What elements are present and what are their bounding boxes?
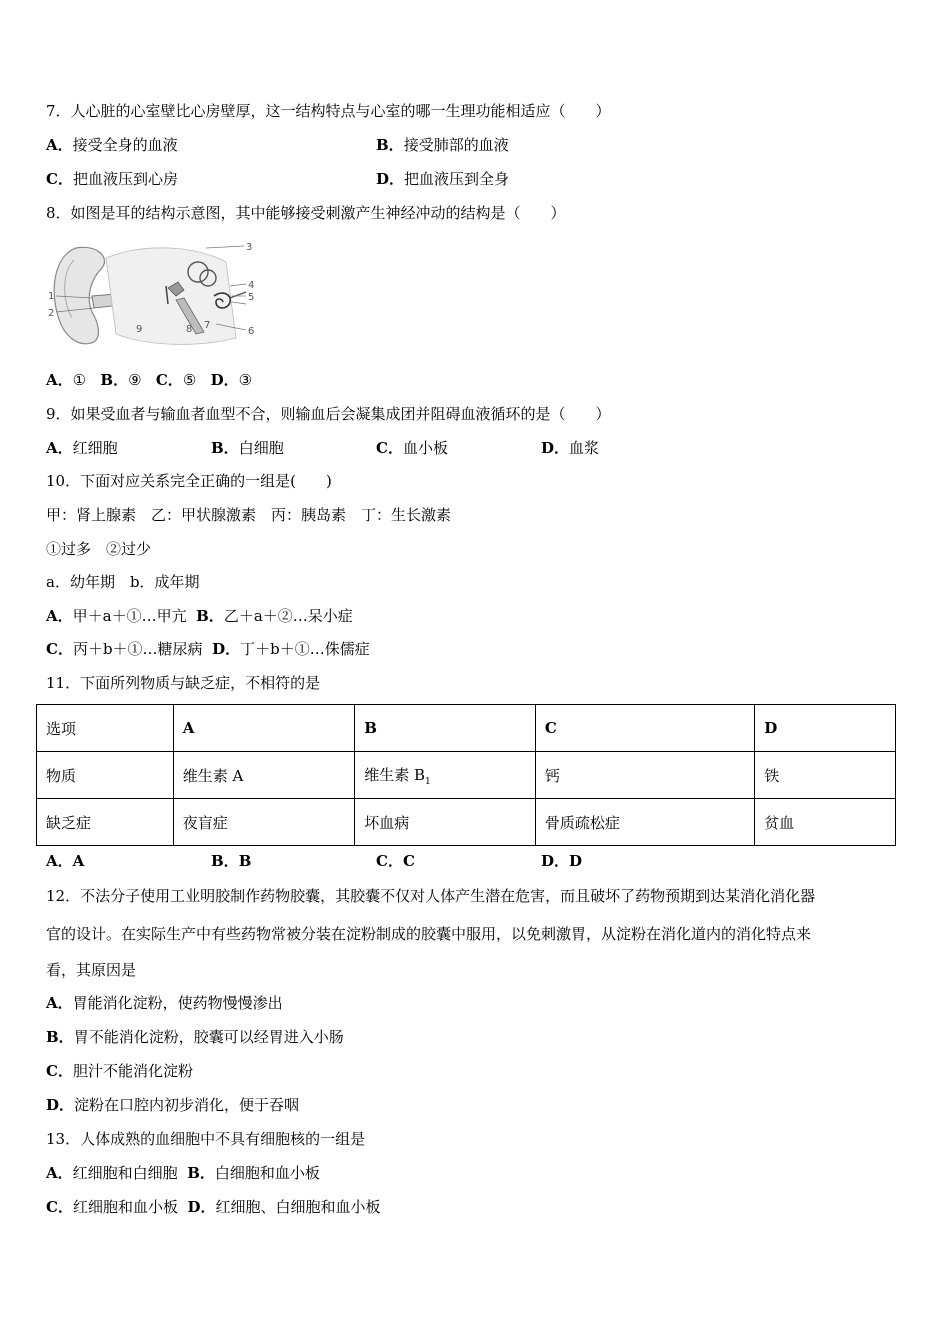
q12-option-b: B．胃不能消化淀粉，胶囊可以经胃进入小肠	[46, 1028, 344, 1046]
q11-table	[36, 704, 896, 846]
figure-label-7: 7	[204, 320, 211, 331]
q9-option-b: B．白细胞	[211, 439, 284, 457]
table-cell: 夜盲症	[173, 799, 355, 846]
q12-option-c: C．胆汁不能消化淀粉	[46, 1062, 193, 1080]
figure-label-8: 8	[186, 324, 193, 335]
figure-label-4: 4	[248, 280, 255, 291]
table-cell: 钙	[535, 752, 754, 799]
table-row	[37, 799, 896, 846]
table-cell: 骨质疏松症	[535, 799, 754, 846]
q9-option-a: A．红细胞	[46, 439, 118, 457]
q11-stem: 11．下面所列物质与缺乏症，不相符的是	[46, 674, 321, 692]
table-cell: A	[173, 705, 355, 752]
table-cell: 选项	[37, 705, 174, 752]
q12-option-d: D．淀粉在口腔内初步消化，便于吞咽	[46, 1096, 300, 1114]
q13-options-cd: C．红细胞和血小板 D．红细胞、白细胞和血小板	[46, 1198, 381, 1216]
table-cell: 铁	[755, 752, 896, 799]
figure-label-2: 2	[48, 308, 55, 319]
figure-label-6: 6	[248, 326, 255, 337]
q10-options-ab: A．甲＋a＋①…甲亢 B．乙＋a＋②…呆小症	[46, 607, 353, 625]
q11-option-b: B．B	[211, 852, 252, 870]
figure-label-3: 3	[246, 242, 253, 253]
figure-label-9: 9	[136, 324, 143, 335]
q9-option-c: C．血小板	[376, 439, 448, 457]
table-cell: 贫血	[755, 799, 896, 846]
q10-stem: 10．下面对应关系完全正确的一组是( )	[46, 472, 332, 490]
q8-options: A．① B．⑨ C．⑤ D．③	[46, 371, 253, 389]
q7-option-a: A．接受全身的血液	[46, 136, 178, 154]
q10-options-cd: C．丙＋b＋①…糖尿病 D．丁＋b＋①…侏儒症	[46, 640, 370, 658]
q7-option-d: D．把血液压到全身	[376, 170, 510, 188]
auditory-nerve-shape	[230, 292, 246, 298]
table-row	[37, 705, 896, 752]
q9-option-d: D．血浆	[541, 439, 600, 457]
table-cell: B	[355, 705, 536, 752]
q12-stem-line-1: 12．不法分子使用工业明胶制作药物胶囊，其胶囊不仅对人体产生潜在危害，而且破坏了药物预期到达某消化消化器	[46, 887, 816, 905]
q9-stem: 9．如果受血者与输血者血型不合，则输血后会凝集成团并阻碍血液循环的是（ ）	[46, 405, 611, 423]
q10-hormones: 甲：肾上腺素 乙：甲状腺激素 丙：胰岛素 丁：生长激素	[46, 506, 452, 524]
q8-stem: 8．如图是耳的结构示意图，其中能够接受刺激产生神经冲动的结构是（ ）	[46, 204, 566, 222]
q11-option-a: A．A	[46, 852, 85, 870]
figure-label-5: 5	[248, 292, 255, 303]
q7-option-c: C．把血液压到心房	[46, 170, 178, 188]
table-cell: 维生素 A	[173, 752, 355, 799]
table-cell: 坏血病	[355, 799, 536, 846]
table-cell: D	[755, 705, 896, 752]
q10-amounts: ①过多 ②过少	[46, 540, 152, 558]
q7-stem: 7．人心脏的心室壁比心房壁厚，这一结构特点与心室的哪一生理功能相适应（ ）	[46, 102, 611, 120]
table-row	[37, 752, 896, 799]
table-cell: 维生素 $B_1$	[355, 752, 536, 799]
figure-label-1: 1	[48, 291, 55, 302]
table-cell: 物质	[37, 752, 174, 799]
q12-stem-line-3: 看，其原因是	[46, 961, 137, 979]
q7-option-b: B．接受肺部的血液	[376, 136, 509, 154]
q13-options-ab: A．红细胞和白细胞 B．白细胞和血小板	[46, 1164, 320, 1182]
q11-option-c: C．C	[376, 852, 415, 870]
q13-stem: 13．人体成熟的血细胞中不具有细胞核的一组是	[46, 1130, 366, 1148]
q12-option-a: A．胃能消化淀粉，使药物慢慢渗出	[46, 994, 283, 1012]
q11-option-d: D．D	[541, 852, 583, 870]
table-cell: 缺乏症	[37, 799, 174, 846]
q12-stem-line-2: 官的设计。在实际生产中有些药物常被分装在淀粉制成的胶囊中服用，以免刺激胃，从淀粉在消化道内的消化特点来	[46, 925, 812, 943]
table-cell: C	[535, 705, 754, 752]
ear-structure-figure	[46, 238, 261, 353]
q10-periods: a．幼年期 b．成年期	[46, 573, 200, 591]
skull-region	[106, 248, 236, 345]
